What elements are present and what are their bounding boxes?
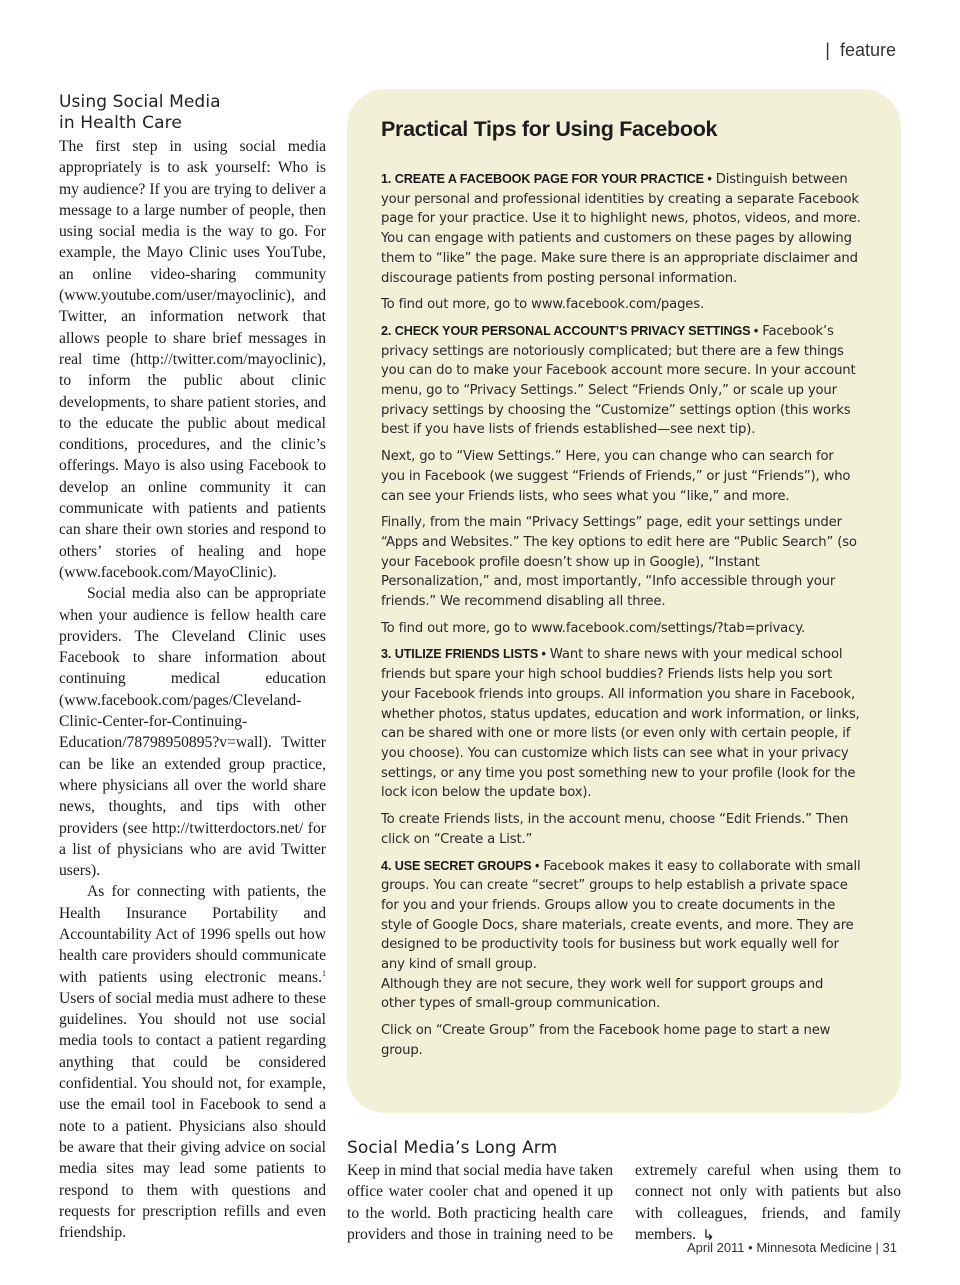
tip-1	[381, 170, 861, 288]
section-name: feature	[839, 40, 896, 60]
footnote-marker: 1	[322, 968, 326, 978]
tip-2-more: To find out more, go to www.facebook.com/settings/?tab=privacy.	[381, 620, 806, 636]
left-paragraph-3-end: Users of social media must adhere to these guidelines. You should not use social media tools to contact a patient regarding anything that could be considered confidential. You should not, for example, use the email tool in Facebook to send a note to a patient. Physicians also should be aware that their giving advice on social media sites may lead some patients to respond to them with questions and requests for prescription refills and even friendship.	[59, 989, 326, 1242]
left-paragraph-3-start: As for connecting with patients, the Health Insurance Portability and Accountability Act of 1996 spells out how health care providers should communicate with patients using electronic means.	[59, 883, 326, 986]
tips-sidebar-box	[347, 89, 901, 1113]
tip-4-paragraph-2: Although they are not secure, they work well for support groups and other types of small-group communication.	[381, 976, 824, 1012]
section-separator: |	[825, 40, 830, 60]
tip-4-paragraph-3: Click on “Create Group” from the Facebook home page to start a new group.	[381, 1023, 831, 1058]
section-label	[825, 40, 896, 61]
tip-2	[381, 322, 861, 440]
left-paragraph-2: Social media also can be appropriate when your audience is fellow health care providers. The Cleveland Clinic uses Facebook to share information about continuing medical education (www.facebook.com/pages/Cleveland-Clinic-Center-for-Continuing-Education/78798950895?v=wall). Twitter can be like an extended group practice, where physicians all over the world share news, thoughts, and tips with other providers (see http://twitterdoctors.net/ for a list of physicians who are avid Twitter users).	[59, 585, 326, 880]
long-arm-paragraph	[347, 1160, 901, 1246]
left-heading: Using Social Media in Health Care	[59, 92, 221, 133]
tip-1-more: To find out more, go to www.facebook.com/pages.	[381, 297, 705, 313]
tip-4	[381, 857, 861, 975]
tip-4-heading: 4. USE SECRET GROUPS •	[381, 858, 540, 873]
tip-2-heading: 2. CHECK YOUR PERSONAL ACCOUNT’S PRIVACY SETTINGS •	[381, 323, 759, 338]
long-arm-text: Keep in mind that social media have taken office water cooler chat and opened it up to the world. Both practicing health care providers and those in training need to be extremely careful when using them to connect not only with patients but also with colleagues, friends, and family members.	[347, 1162, 901, 1243]
left-paragraph-3	[59, 881, 326, 1243]
continue-arrow-icon: ↳	[702, 1225, 715, 1244]
long-arm-heading: Social Media’s Long Arm	[347, 1138, 558, 1158]
tip-1-heading: 1. CREATE A FACEBOOK PAGE FOR YOUR PRACTICE •	[381, 172, 712, 186]
page-footer: April 2011 • Minnesota Medicine | 31	[686, 1240, 897, 1255]
tip-2-paragraph-2: Next, go to “View Settings.” Here, you can change who can search for you in Facebook (we suggest “Friends of Friends,” or just “Friends”), who can see your Friends lists, who sees what you “like,” and more.	[381, 449, 851, 504]
tip-1-text: Distinguish between your personal and professional identities by creating a separate Facebook page for your practice. Use it to highlight news, photos, videos, and more. You can engage with patients and customers on these pages by allowing them to “like” the page. Make sure there is an appropriate disclaimer and discourage patients from posting personal information.	[381, 172, 861, 286]
left-paragraph-1: The first step in using social media appropriately is to ask yourself: Who is my audience? If you are trying to deliver a message to a large number of people, then using social media is the way to go. For example, the Mayo Clinic uses YouTube, an online video-sharing community (www.youtube.com/user/mayoclinic), and Twitter, an information network that allows people to share brief messages in real time (http://twitter.com/mayoclinic), to inform the public about clinic developments, to share patient stories, and to the educate the public about medical conditions, procedures, and the clinic’s offerings. Mayo is also using Facebook to develop an online community it can communicate with patients and patients can share their own stories and respond to others’ stories of healing and hope (www.facebook.com/MayoClinic).	[59, 138, 326, 581]
tip-2-paragraph-3: Finally, from the main “Privacy Settings” page, edit your settings under “Apps and Websites.” The key options to edit here are “Public Search” (so your Facebook profile doesn’t show up in Google), “Instant Personalization,” and, most importantly, “Info accessible through your friends.” We recommend disabling all three.	[381, 515, 857, 610]
tip-3	[381, 645, 861, 803]
tip-3-heading: 3. UTILIZE FRIENDS LISTS •	[381, 647, 546, 662]
long-arm-columns	[347, 1160, 901, 1246]
tip-3-paragraph-2: To create Friends lists, in the account menu, choose “Edit Friends.” Then click on “Create a List.”	[381, 812, 849, 847]
long-arm-section	[347, 1138, 901, 1246]
tip-3-text: Want to share news with your medical school friends but spare your high school buddies? Friends lists help you sort your Facebook friends into groups. All information you share in Facebook, whether photos, status updates, education and work information, or links, can be shared with one or more lists (or even only with certain people, if you choose). You can customize which lists can see what in your privacy settings, or any time you post something new to your profile (look for the lock icon below the update box).	[381, 647, 860, 801]
left-column	[59, 92, 326, 1243]
tips-title: Practical Tips for Using Facebook	[381, 117, 718, 141]
tip-2-text: Facebook’s privacy settings are notoriously complicated; but there are a few things you can do to make your Facebook account more secure. In your account menu, go to “Privacy Settings.” Select “Friends Only,” or scale up your privacy settings by choosing the “Customize” settings option (this works best if you have lists of friends established—see next tip).	[381, 323, 856, 438]
tip-4-text: Facebook makes it easy to collaborate with small groups. You can create “secret” groups to help establish a private space for you and your friends. Groups allow you to create documents in the style of Google Docs, share materials, create events, and more. They are designed to be productivity tools for business but work equally well for any kind of small group.	[381, 858, 861, 973]
